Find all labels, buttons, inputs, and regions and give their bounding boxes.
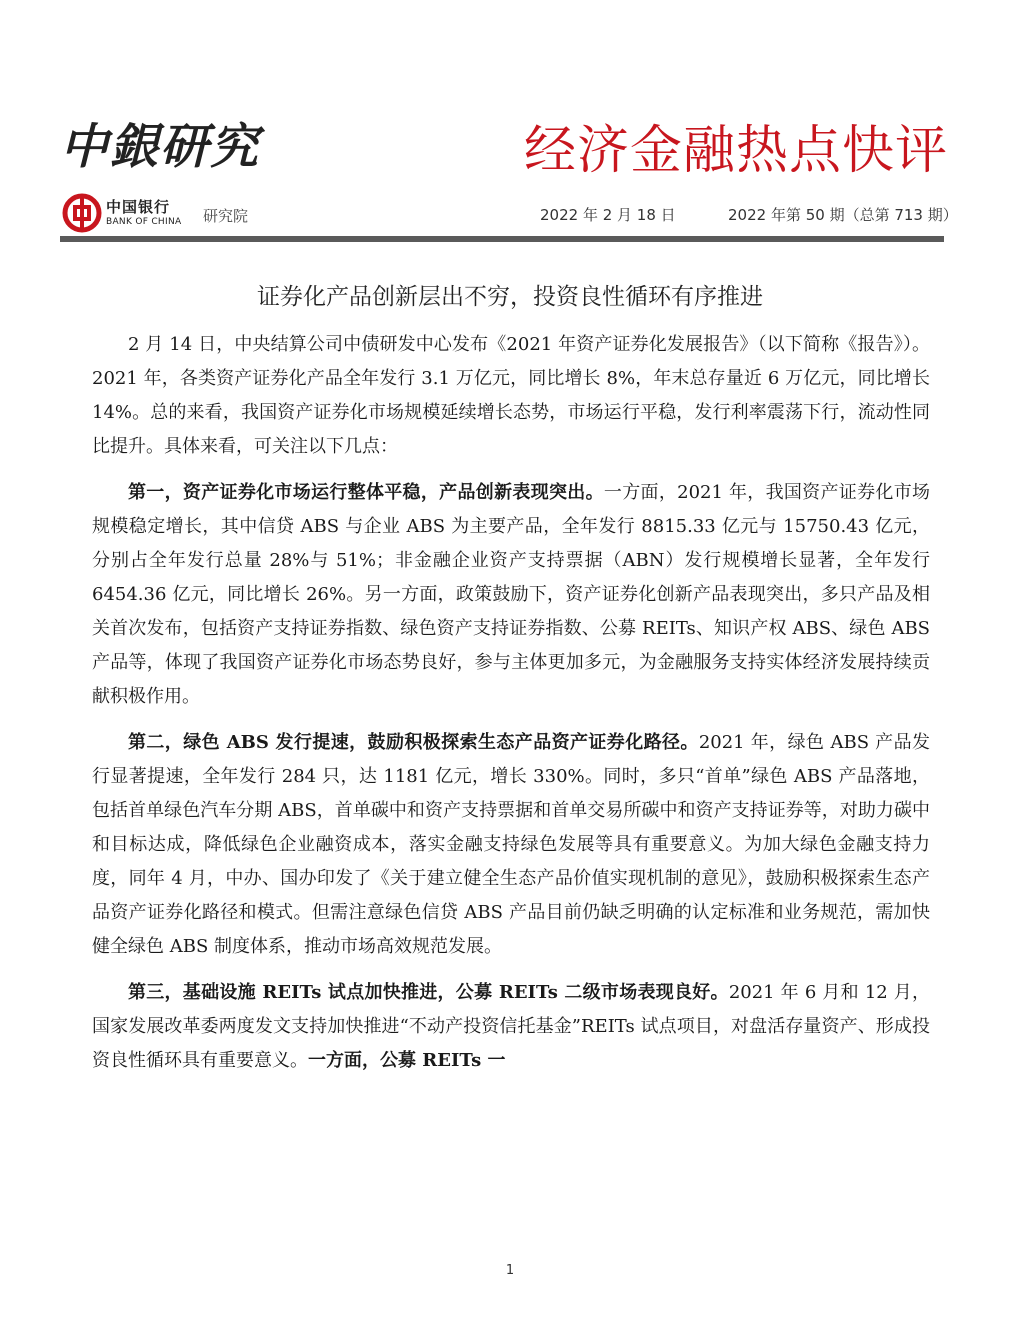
paragraph-text: 一方面，2021 年，我国资产证券化市场规模稳定增长，其中信贷 ABS 与企业 ABS 为主要产品，全年发行 8815.33 亿元与 15750.43 亿元，分别占全年发行总量 28%与 51%；非金融企业资产支持票据（ABN）发行规模增长显著，全年发行 6454.36 亿元，同比增长 26%。另一方面，政策鼓励下，资产证券化创新产品表现突出，多只产品及相关首次发布，包括资产支持证券指数、绿色资产支持证券指数、公募 REITs、知识产权 ABS、绿色 ABS 产品等，体现了我国资产证券化市场态势良好，参与主体更加多元，为金融服务支持实体经济发展持续贡献积极作用。: [92, 482, 930, 707]
bank-name-cn: 中国银行: [106, 198, 171, 216]
page-number: 1: [505, 1263, 515, 1278]
institute-label: 研究院: [203, 207, 249, 225]
document-body: [92, 328, 930, 1090]
paragraph-point-3: [92, 976, 930, 1078]
paragraph-lead: 第二，绿色 ABS 发行提速，鼓励积极探索生态产品资产证券化路径。: [128, 732, 699, 753]
document-title: 证券化产品创新层出不穷，投资良性循环有序推进: [257, 284, 763, 310]
paragraph-tail: 一方面，公募 REITs 一: [308, 1050, 506, 1071]
header-divider: [60, 236, 944, 242]
bank-name-en: BANK OF CHINA: [106, 217, 182, 227]
bank-of-china-logo-icon: [62, 193, 102, 233]
publish-date: 2022 年 2 月 18 日: [540, 206, 676, 224]
paragraph-point-2: [92, 726, 930, 964]
report-series-title: 经济金融热点快评: [523, 121, 948, 181]
paragraph-text: 2021 年 6 月和 12 月，国家发展改革委两度发文支持加快推进“不动产投资信托基金”REITs 试点项目，对盘活存量资产、形成投资良性循环具有重要意义。: [92, 982, 931, 1071]
paragraph-lead: 第三，基础设施 REITs 试点加快推进，公募 REITs 二级市场表现良好。: [128, 982, 729, 1003]
paragraph-text: 2 月 14 日，中央结算公司中债研发中心发布《2021 年资产证券化发展报告》（以下简称《报告》）。2021 年，各类资产证券化产品全年发行 3.1 万亿元，同比增长 8%，年末总存量近 6 万亿元，同比增长 14%。总的来看，我国资产证券化市场规模延续增长态势，市场运行平稳，发行利率震荡下行，流动性同比提升。具体来看，可关注以下几点：: [92, 334, 930, 457]
paragraph-lead: 第一，资产证券化市场运行整体平稳，产品创新表现突出。: [128, 482, 604, 503]
paragraph-text: 2021 年，绿色 ABS 产品发行显著提速，全年发行 284 只，达 1181 亿元，增长 330%。同时，多只“首单”绿色 ABS 产品落地，包括首单绿色汽车分期 ABS，首单碳中和资产支持票据和首单交易所碳中和资产支持证券等，对助力碳中和目标达成，降低绿色企业融资成本，落实金融支持绿色发展等具有重要意义。为加大绿色金融支持力度，同年 4 月，中办、国办印发了《关于建立健全生态产品价值实现机制的意见》，鼓励积极探索生态产品资产证券化路径和模式。但需注意绿色信贷 ABS 产品目前仍缺乏明确的认定标准和业务规范，需加快健全绿色 ABS 制度体系，推动市场高效规范发展。: [92, 732, 930, 957]
paragraph-point-1: [92, 476, 930, 714]
brand-calligraphy: 中銀研究: [60, 119, 261, 175]
paragraph-intro: [92, 328, 930, 464]
issue-number: 2022 年第 50 期（总第 713 期）: [728, 206, 958, 224]
